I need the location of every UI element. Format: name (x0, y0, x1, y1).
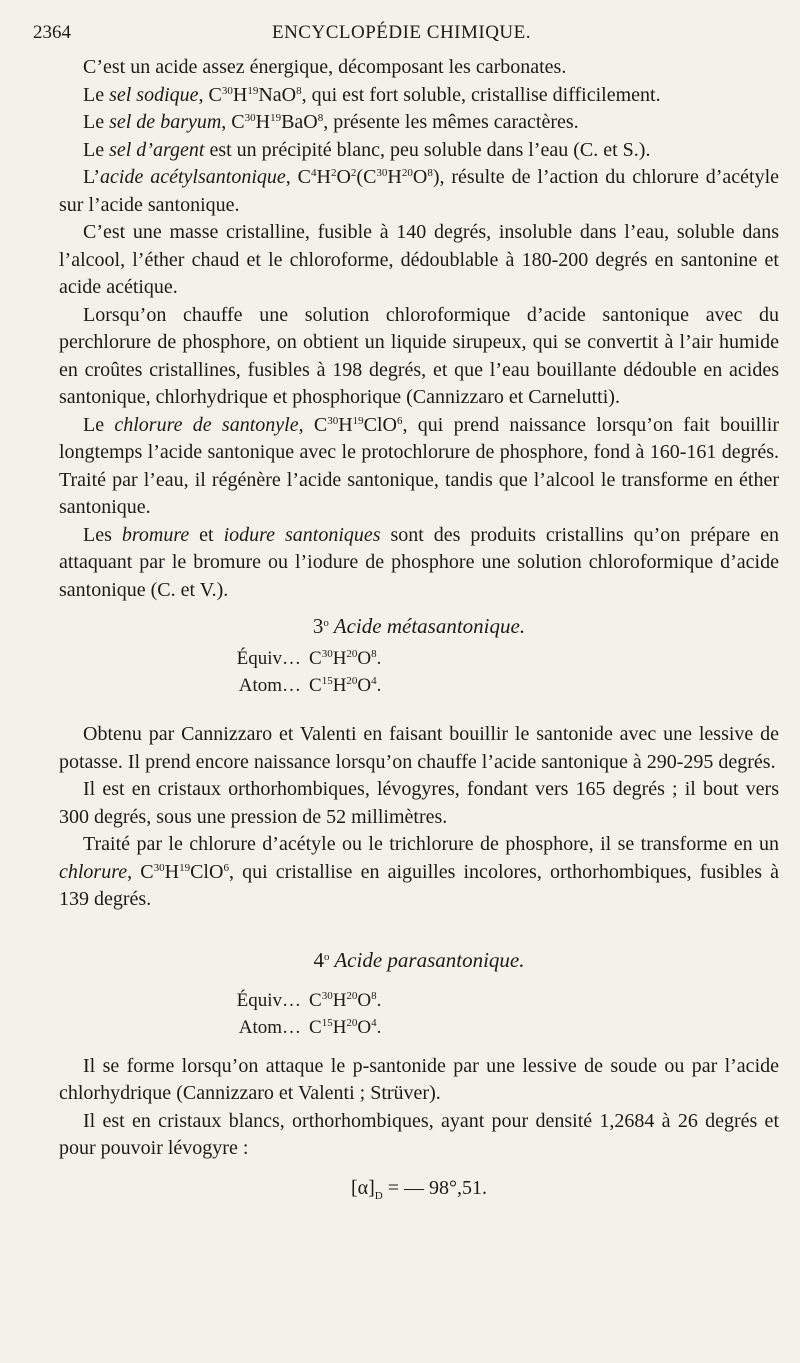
section-heading-parasantonique: 4$^o$ Acide parasantonique. (313, 947, 525, 972)
paragraph-acide-acetylsantonique: L’acide acétylsantonique, $C^4H^2O^2(C^{30}H^{20}O^8)$, résulte de l’action du chlorure d’acétyle sur l’acide santonique. (59, 166, 779, 216)
paragraph: Il est en cristaux orthorhombiques, lévogyres, fondant vers 165 degrés ; il bout vers 300 degrés, sous une pression de 52 millimètres. (59, 778, 779, 828)
formula-equiv: Équiv… $C^{30}H^{20}O^8$. (236, 989, 382, 1011)
paragraph: C’est une masse cristalline, fusible à 140 degrés, insoluble dans l’eau, soluble dans l’alcool, l’éther chaud et le chloroforme, dédoublable à 180-200 degrés en santonine et acide acétique. (59, 221, 779, 298)
paragraph: Il se forme lorsqu’on attaque le p-santonide par une lessive de soude ou par l’acide chlorhydrique (Cannizzaro et Valenti ; Strüver). (59, 1054, 779, 1104)
paragraph: C’est un acide assez énergique, décomposant les carbonates. (83, 56, 567, 78)
paragraph-sel-baryum: Le sel de baryum, $C^{30}H^{19}BaO^8$, présente les mêmes caractères. (83, 111, 579, 133)
running-title: ENCYCLOPÉDIE CHIMIQUE. (271, 22, 532, 43)
paragraph-sel-sodique: Le sel sodique, $C^{30}H^{19}NaO^8$, qui est fort soluble, cristallise difficilement. (83, 83, 661, 106)
paragraph: Lorsqu’on chauffe une solution chloroformique d’acide santonique avec du perchlorure de phosphore, on obtient un liquide sirupeux, qui se convertit à l’air humide en croûtes cristallines, fusibles à 198 degrés, et que l’eau bouillante dédouble en acides santonique, chlorhydrique et phosphorique (Cannizzaro et Carnelutti). (59, 303, 779, 408)
page-number: 2364 (33, 22, 71, 43)
formula-equiv: Équiv… $C^{30}H^{20}O^8$. (236, 648, 382, 669)
paragraph: Obtenu par Cannizzaro et Valenti en faisant bouillir le santonide avec une lessive de potasse. Il prend encore naissance lorsqu’on chauffe l’acide santonique à 290-295 degrés. (59, 723, 779, 773)
paragraph-chlorure-santonyle: Le chlorure de santonyle, $C^{30}H^{19}ClO^6$, qui prend naissance lorsqu’on fait bouillir longtemps l’acide santonique avec le protochlorure de phosphore, fond à 160-161 degrés. Traité par l’eau, il régénère l’acide santonique, tandis que l’alcool le transforme en éther santonique. (59, 413, 780, 518)
paragraph-sel-argent: Le sel d’argent est un précipité blanc, peu soluble dans l’eau (C. et S.). (83, 138, 651, 161)
page-header (33, 22, 770, 48)
paragraph: Il est en cristaux blancs, orthorhombiques, ayant pour densité 1,2684 à 26 degrés et pour pouvoir lévogyre : (59, 1109, 779, 1159)
paragraph-bromure-iodure: Les bromure et iodure santoniques sont des produits cristallins qu’on prépare en attaquant par le bromure ou l’iodure de phosphore une solution chloroformique d’acide santonique (C. et V.). (59, 523, 780, 601)
paragraph-chlorure: Traité par le chlorure d’acétyle ou le trichlorure de phosphore, il se transforme en un chlorure, $C^{30}H^{19}ClO^6$, qui cristallise en aiguilles incolores, orthorhombiques, fusibles à 139 degrés. (59, 833, 779, 910)
page-body (59, 54, 779, 1202)
formula-atom: Atom… $C^{15}H^{20}O^4$. (238, 675, 382, 696)
rotation-formula: $[\alpha]_D$ = — 98°,51. (350, 1176, 488, 1202)
formula-atom: Atom… $C^{15}H^{20}O^4$. (238, 1016, 382, 1038)
formula-block (206, 645, 779, 699)
section-heading-metasantonique: 3$^o$ Acide métasantonique. (312, 614, 526, 638)
formula-block (206, 987, 779, 1041)
